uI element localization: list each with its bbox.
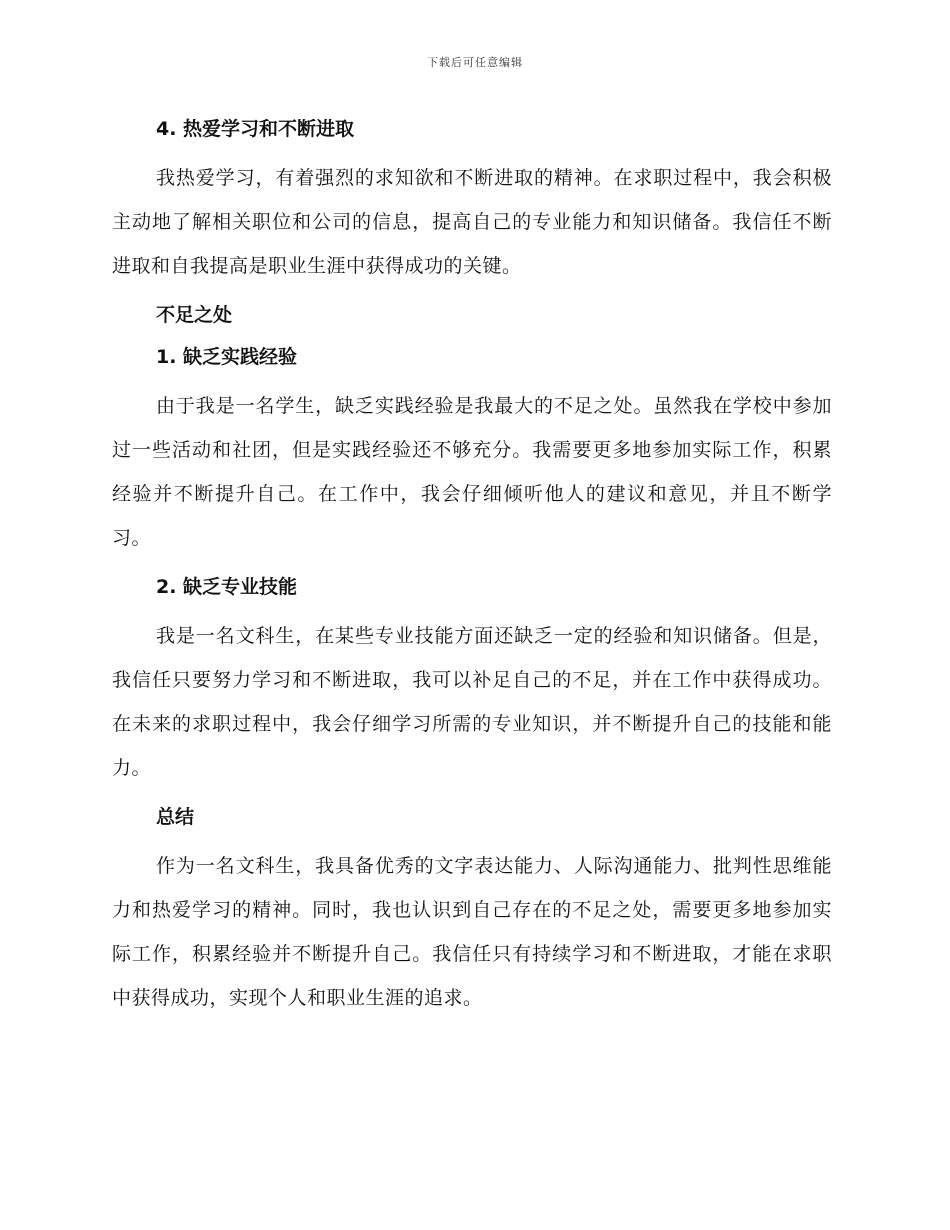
paragraph-lack-experience: 由于我是一名学生，缺乏实践经验是我最大的不足之处。虽然我在学校中参加过一些活动和社团，但是实践经验还不够充分。我需要更多地参加实际工作，积累经验并不断提升自己。在工作中，我会仔细倾听他人的建议和意见，并且不断学习。 [112,395,832,549]
section-heading-summary: 总结 [156,806,195,828]
section-heading-weaknesses: 不足之处 [156,304,233,326]
paragraph-love-learning: 我热爱学习，有着强烈的求知欲和不断进取的精神。在求职过程中，我会积极主动地了解相关职位和公司的信息，提高自己的专业能力和知识储备。我信任不断进取和自我提高是职业生涯中获得成功的关键。 [112,167,832,277]
header-note: 下载后可任意编辑 [427,56,523,69]
section-heading-lack-experience: 1. 缺乏实践经验 [156,346,298,368]
paragraph-lack-skills: 我是一名文科生，在某些专业技能方面还缺乏一定的经验和知识储备。但是，我信任只要努力学习和不断进取，我可以补足自己的不足，并在工作中获得成功。在未来的求职过程中，我会仔细学习所需的专业知识，并不断提升自己的技能和能力。 [112,625,832,779]
document-body [112,114,832,1020]
paragraph-summary: 作为一名文科生，我具备优秀的文字表达能力、人际沟通能力、批判性思维能力和热爱学习的精神。同时，我也认识到自己存在的不足之处，需要更多地参加实际工作，积累经验并不断提升自己。我信任只有持续学习和不断进取，才能在求职中获得成功，实现个人和职业生涯的追求。 [112,855,832,1009]
section-heading-lack-skills: 2. 缺乏专业技能 [156,576,298,598]
section-heading-love-learning: 4. 热爱学习和不断进取 [156,118,355,140]
